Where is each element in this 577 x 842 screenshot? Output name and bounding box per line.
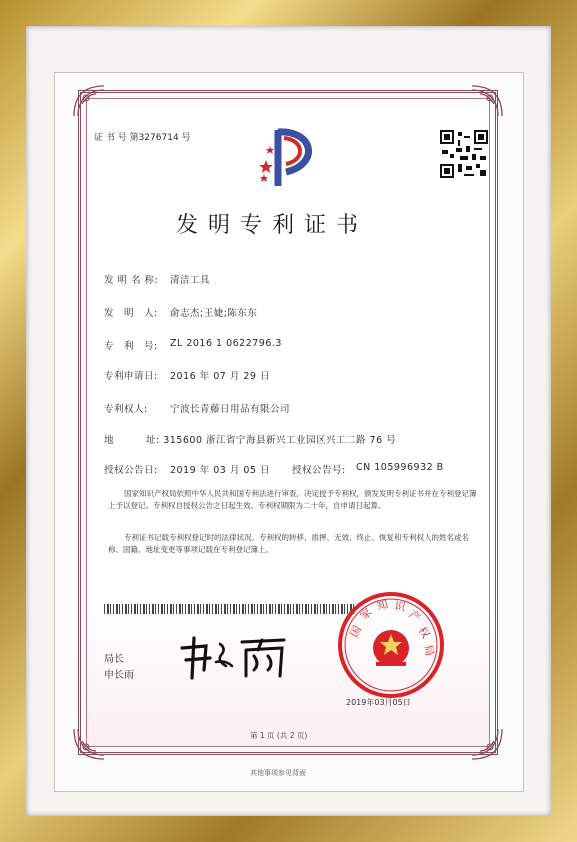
barcode <box>104 604 354 614</box>
corner-ornament-top-right <box>470 84 504 118</box>
svg-text:国: 国 <box>347 623 365 640</box>
grant-date-label: 授权公告日: <box>104 465 158 476</box>
svg-text:权: 权 <box>415 624 433 641</box>
address-label: 地 <box>104 435 115 446</box>
patent-number-label: 专 利 号: <box>104 341 158 352</box>
certificate-title: 发明专利证书 <box>176 213 369 238</box>
official-red-seal <box>336 590 446 700</box>
patent-number-value: ZL 2016 1 0622796.3 <box>170 338 282 349</box>
footer-note: 其他事项参见背面 <box>250 769 306 777</box>
invention-name-value: 清洁工具 <box>170 275 211 286</box>
patent-office-emblem-icon <box>256 124 324 192</box>
director-title: 局长 <box>104 654 124 665</box>
svg-text:产: 产 <box>406 607 423 625</box>
corner-ornament-top-left <box>72 84 106 118</box>
grant-announcement-label: 授权公告号: <box>292 465 346 476</box>
svg-text:家: 家 <box>357 605 375 623</box>
director-name: 申长雨 <box>104 670 134 681</box>
inventor-label: 发 明 人: <box>104 308 158 319</box>
patentee-label: 专利权人: <box>104 404 148 415</box>
seal-date: 2019年03月05日 <box>346 698 411 707</box>
inventor-value: 俞志杰;王婕;陈东东 <box>170 308 258 319</box>
filing-date-value: 2016 年 07 月 29 日 <box>170 371 270 382</box>
svg-text:局: 局 <box>421 643 437 658</box>
director-signature <box>176 634 296 682</box>
certificate-number: 证 书 号 第3276714 号 <box>94 133 191 143</box>
patentee-value: 宁波长青藤日用品有限公司 <box>170 404 291 415</box>
corner-ornament-bottom-left <box>72 727 106 761</box>
page-indicator: 第 1 页 (共 2 页) <box>250 731 308 740</box>
grant-announcement-value: CN 105996932 B <box>356 462 444 473</box>
qr-code-icon <box>440 130 488 178</box>
invention-name-label: 发 明 名 称: <box>104 275 159 286</box>
filing-date-label: 专利申请日: <box>104 371 158 382</box>
svg-text:知: 知 <box>375 597 390 613</box>
grant-statement-paragraph: 国家知识产权局依照中华人民共和国专利法进行审查，决定授予专利权，颁发发明专利证书并在专利登记簿上予以登记。专利权自授权公告之日起生效。专利权期限为二十年，自申请日起算。 <box>108 489 477 510</box>
grant-date-value: 2019 年 03 月 05 日 <box>170 465 270 476</box>
svg-text:识: 识 <box>393 599 407 614</box>
corner-ornament-bottom-right <box>470 727 504 761</box>
legal-status-paragraph: 专利证书记载专利权登记时的法律状况。专利权的转移、质押、无效、终止、恢复和专利权人的姓名或名称、国籍、地址变更等事项记载在专利登记簿上。 <box>108 533 469 554</box>
address-value: 址: 315600 浙江省宁海县新兴工业园区兴工二路 76 号 <box>146 435 397 446</box>
